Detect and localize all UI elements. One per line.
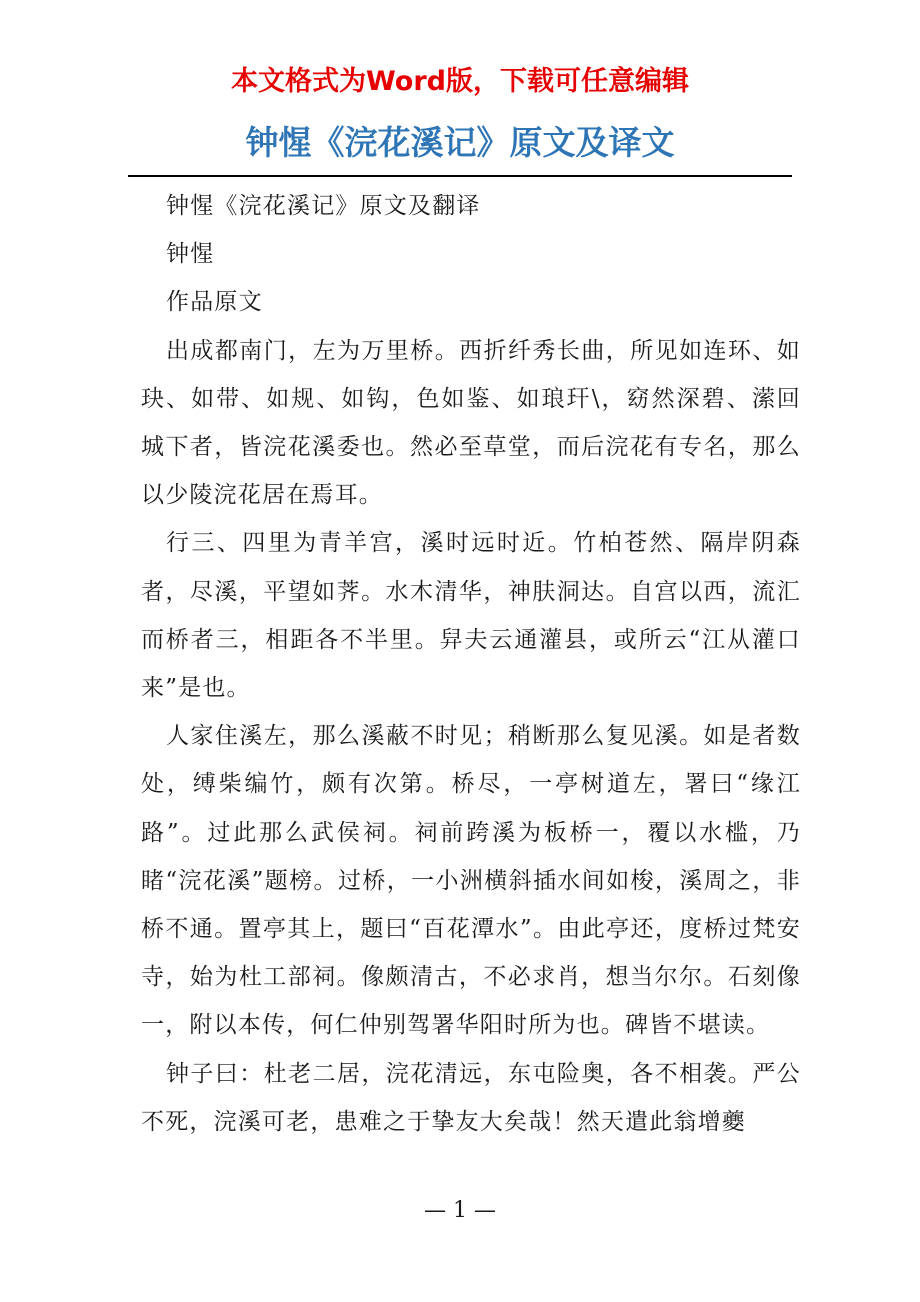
title-underline-divider: [128, 175, 792, 177]
paragraph-text: 钟子曰：杜老二居，浣花清远，东屯险奥，各不相袭。严公不死，浣溪可老，患难之于挚友大矣哉！然天遣此翁增夔: [141, 1060, 801, 1135]
paragraph-author: 钟惺: [166, 241, 215, 268]
paragraph-text: 出成都南门，左为万里桥。西折纤秀长曲，所见如连环、如玦、如带、如规、如钩，色如鉴、如琅玕\，窈然深碧、潆回城下者，皆浣花溪委也。然必至草堂，而后浣花有专名，那么以少陵浣花居在焉耳。: [141, 337, 801, 509]
page-number: — 1 —: [424, 1198, 496, 1223]
document-body: [141, 182, 801, 1146]
paragraph-text: 人家住溪左，那么溪蔽不时见；稍断那么复见溪。如是者数处，缚柴编竹，颇有次第。桥尽，一亭树道左，署曰“缘江路”。过此那么武侯祠。祠前跨溪为板桥一，覆以水槛，乃睹“浣花溪”题榜。过桥，一小洲横斜插水间如梭，溪周之，非桥不通。置亭其上，题曰“百花潭水”。由此亭还，度桥过梵安寺，始为杜工部祠。像颇清古，不必求肖，想当尔尔。石刻像一，附以本传，何仁仲别驾署华阳时所为也。碑皆不堪读。: [141, 723, 801, 1039]
paragraph-section-heading: 作品原文: [166, 289, 263, 316]
paragraph-subtitle: 钟惺《浣花溪记》原文及翻译: [166, 193, 481, 219]
format-notice-banner: 本文格式为Word版，下载可任意编辑: [230, 66, 689, 97]
document-title: 钟惺《浣花溪记》原文及译文: [245, 123, 675, 162]
paragraph-text: 行三、四里为青羊宫，溪时远时近。竹柏苍然、隔岸阴森者，尽溪，平望如荠。水木清华，神肤洞达。自宫以西，流汇而桥者三，相距各不半里。舁夫云通灌县，或所云“江从灌口来”是也。: [141, 530, 801, 702]
